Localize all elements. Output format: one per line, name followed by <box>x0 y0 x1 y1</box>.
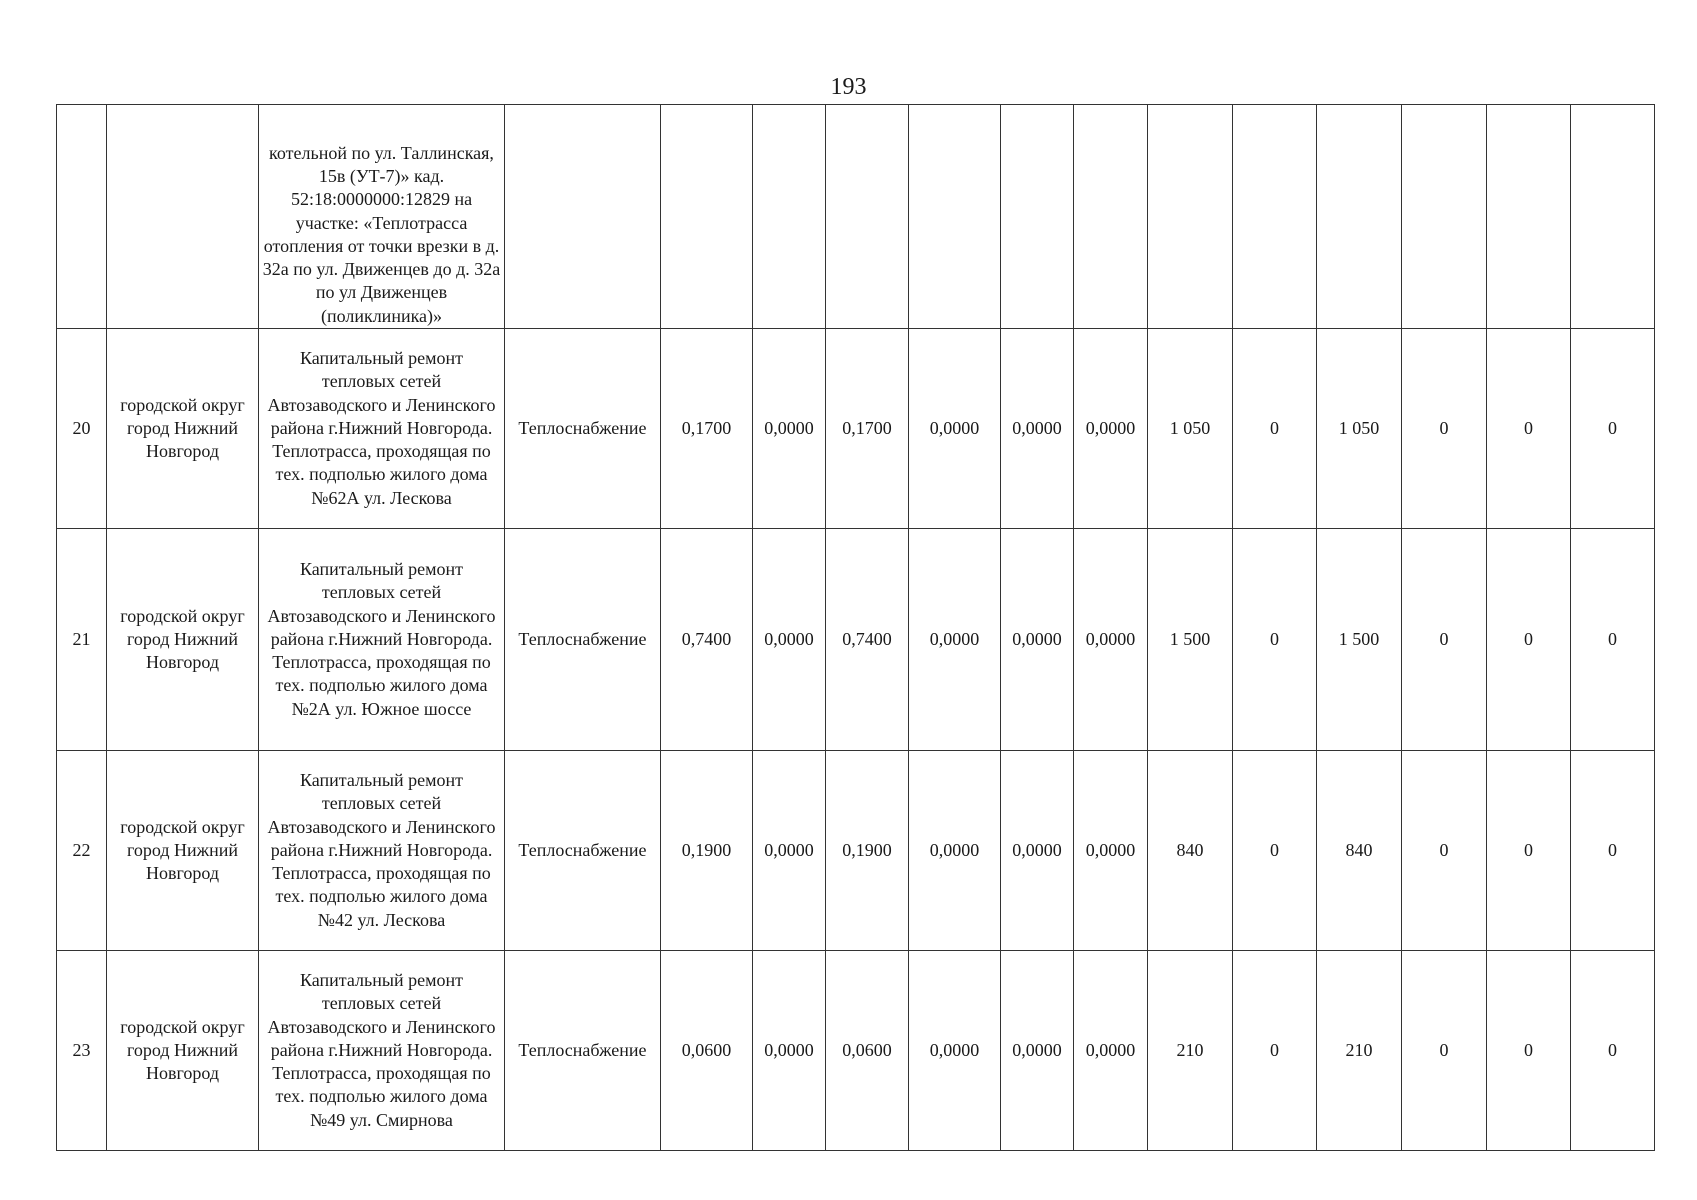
cell-value: 0 <box>1402 751 1487 951</box>
cell-value: 0,0000 <box>1074 751 1148 951</box>
cell-value: 0,0000 <box>753 329 826 529</box>
cell-value <box>909 105 1001 329</box>
cell-value: 0,0000 <box>753 951 826 1151</box>
cell-value <box>826 105 909 329</box>
cell-value: 0 <box>1487 751 1571 951</box>
cell-value: 0,0000 <box>1074 329 1148 529</box>
cell-value: 0 <box>1233 329 1317 529</box>
cell-value: 0 <box>1233 529 1317 751</box>
cell-value: 0,0000 <box>1001 329 1074 529</box>
cell-value <box>1487 105 1571 329</box>
cell-value: 0 <box>1402 329 1487 529</box>
cell-value: 840 <box>1148 751 1233 951</box>
cell-value <box>1571 105 1655 329</box>
table-row <box>57 329 1655 529</box>
cell-value: 0 <box>1571 329 1655 529</box>
table-row <box>57 529 1655 751</box>
cell-value: 0,0000 <box>1001 751 1074 951</box>
cell-value: 0,1700 <box>661 329 753 529</box>
cell-value: 0 <box>1487 951 1571 1151</box>
cell-value: 0,0000 <box>1001 529 1074 751</box>
cell-value: 0,1900 <box>661 751 753 951</box>
cell-num <box>57 105 107 329</box>
cell-description: Капитальный ремонт тепловых сетей Автозаводского и Ленинского района г.Нижний Новгорода. Теплотрасса, проходящая по тех. подполью жилого дома №62А ул. Лескова <box>259 329 505 529</box>
cell-value: 0 <box>1402 529 1487 751</box>
cell-territory: городской округ город Нижний Новгород <box>107 951 259 1151</box>
cell-value: 0,0000 <box>753 529 826 751</box>
cell-value: 0,0000 <box>909 329 1001 529</box>
cell-value: 0,1700 <box>826 329 909 529</box>
cell-value <box>1317 105 1402 329</box>
cell-description: Капитальный ремонт тепловых сетей Автозаводского и Ленинского района г.Нижний Новгорода. Теплотрасса, проходящая по тех. подполью жилого дома №42 ул. Лескова <box>259 751 505 951</box>
cell-value: 0,0000 <box>1074 529 1148 751</box>
cell-value: 210 <box>1317 951 1402 1151</box>
cell-value: 0,1900 <box>826 751 909 951</box>
cell-value: 0,0600 <box>826 951 909 1151</box>
cell-value: 1 050 <box>1317 329 1402 529</box>
cell-service: Теплоснабжение <box>505 951 661 1151</box>
cell-value: 0,0000 <box>909 951 1001 1151</box>
cell-value: 1 500 <box>1148 529 1233 751</box>
cell-value <box>753 105 826 329</box>
cell-value: 840 <box>1317 751 1402 951</box>
cell-value: 0 <box>1571 751 1655 951</box>
cell-territory <box>107 105 259 329</box>
cell-value: 1 050 <box>1148 329 1233 529</box>
cell-value: 0,0000 <box>909 751 1001 951</box>
cell-service: Теплоснабжение <box>505 329 661 529</box>
cell-value: 0,0000 <box>909 529 1001 751</box>
cell-territory: городской округ город Нижний Новгород <box>107 751 259 951</box>
cell-num: 23 <box>57 951 107 1151</box>
cell-value <box>1148 105 1233 329</box>
cell-value <box>1001 105 1074 329</box>
cell-value: 0 <box>1487 329 1571 529</box>
cell-territory: городской округ город Нижний Новгород <box>107 529 259 751</box>
cell-value: 0,7400 <box>661 529 753 751</box>
cell-description: Капитальный ремонт тепловых сетей Автозаводского и Ленинского района г.Нижний Новгорода. Теплотрасса, проходящая по тех. подполью жилого дома №49 ул. Смирнова <box>259 951 505 1151</box>
cell-description: Капитальный ремонт тепловых сетей Автозаводского и Ленинского района г.Нижний Новгорода. Теплотрасса, проходящая по тех. подполью жилого дома №2А ул. Южное шоссе <box>259 529 505 751</box>
cell-value: 0,0000 <box>1001 951 1074 1151</box>
cell-value: 0,0600 <box>661 951 753 1151</box>
cell-value <box>1233 105 1317 329</box>
cell-value: 0 <box>1233 951 1317 1151</box>
cell-num: 20 <box>57 329 107 529</box>
investment-table <box>56 104 1655 1151</box>
cell-service: Теплоснабжение <box>505 751 661 951</box>
cell-value: 0 <box>1487 529 1571 751</box>
table-row-continuation <box>57 105 1655 329</box>
cell-value: 0 <box>1233 751 1317 951</box>
page-number: 193 <box>830 74 867 100</box>
table-row <box>57 951 1655 1151</box>
cell-num: 22 <box>57 751 107 951</box>
cell-value: 0,0000 <box>1074 951 1148 1151</box>
cell-value <box>1074 105 1148 329</box>
cell-value: 210 <box>1148 951 1233 1151</box>
cell-value: 0 <box>1571 529 1655 751</box>
cell-description: котельной по ул. Таллинская, 15в (УТ-7)» кад. 52:18:0000000:12829 на участке: «Теплотрасса отопления от точки врезки в д. 32а по ул. Движенцев до д. 32а по ул Движенцев (поликлиника)» <box>259 105 505 329</box>
cell-num: 21 <box>57 529 107 751</box>
cell-value <box>661 105 753 329</box>
cell-value: 0,0000 <box>753 751 826 951</box>
cell-value: 0,7400 <box>826 529 909 751</box>
cell-value: 0 <box>1402 951 1487 1151</box>
cell-service <box>505 105 661 329</box>
cell-service: Теплоснабжение <box>505 529 661 751</box>
table-row <box>57 751 1655 951</box>
cell-territory: городской округ город Нижний Новгород <box>107 329 259 529</box>
cell-value: 0 <box>1571 951 1655 1151</box>
cell-value <box>1402 105 1487 329</box>
cell-value: 1 500 <box>1317 529 1402 751</box>
